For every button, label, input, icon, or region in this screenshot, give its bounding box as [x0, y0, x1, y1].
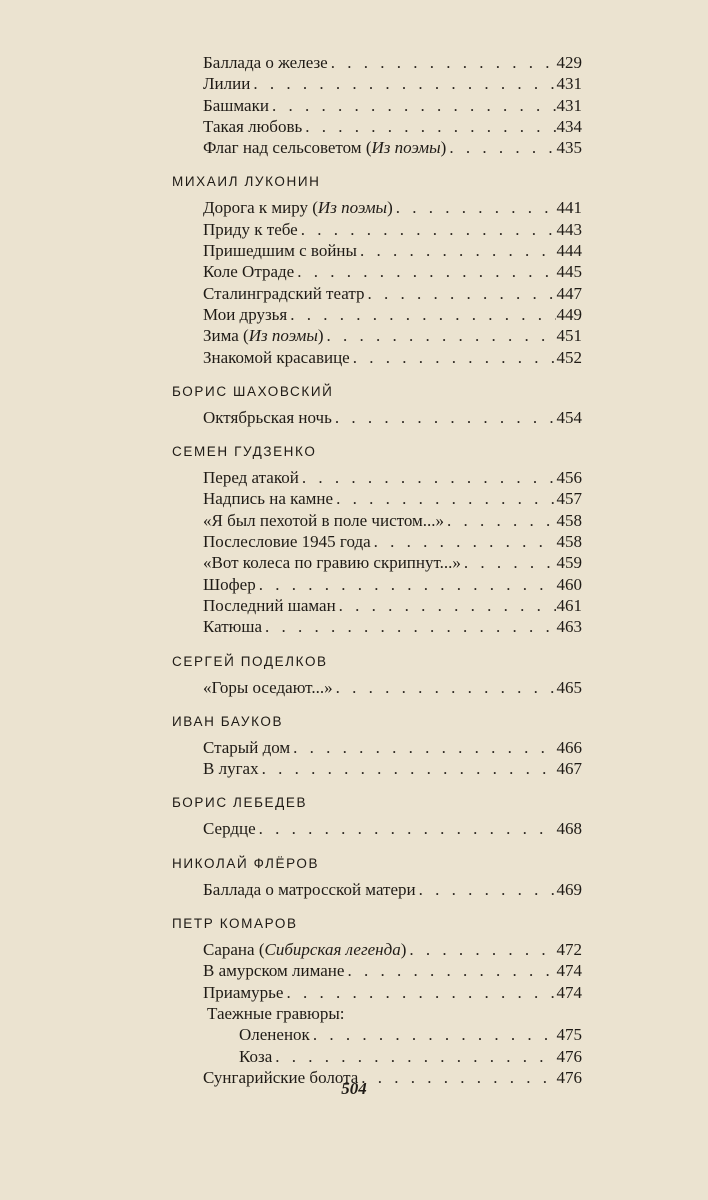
dot-leader	[299, 467, 556, 488]
entry-title	[207, 1003, 345, 1024]
author-section	[172, 52, 582, 158]
author-name: СЕРГЕЙ ПОДЕЛКОВ	[172, 653, 328, 669]
entry-title-text: Зима (	[203, 326, 249, 346]
dot-leader	[324, 325, 556, 346]
entry-page-number: 435	[556, 138, 582, 158]
dot-leader	[287, 304, 556, 325]
dot-leader	[333, 488, 556, 509]
author-section	[172, 379, 582, 428]
dot-leader	[444, 510, 556, 531]
toc-entry	[172, 116, 582, 137]
entry-page-number: 463	[556, 617, 582, 637]
entry-page-number: 449	[556, 304, 582, 324]
toc-entry	[172, 982, 582, 1003]
author-name: ПЕТР КОМАРОВ	[172, 916, 298, 932]
dot-leader	[344, 960, 556, 981]
author-section	[172, 439, 582, 637]
dot-leader	[350, 347, 556, 368]
toc-entry	[172, 467, 582, 488]
entry-title-text: Такая любовь	[203, 116, 303, 136]
dot-leader	[357, 240, 556, 261]
entry-title-text: Последний шаман	[203, 595, 336, 615]
entry-title	[239, 1024, 310, 1045]
dot-leader	[333, 677, 556, 698]
dot-leader	[446, 137, 556, 158]
toc-entry	[172, 52, 582, 73]
entry-title	[203, 737, 290, 758]
entry-title-text: В лугах	[203, 759, 259, 779]
toc-entry	[172, 1046, 582, 1067]
entry-title-text: Коза	[239, 1046, 273, 1066]
entry-title	[203, 488, 333, 509]
author-name: СЕМЕН ГУДЗЕНКО	[172, 444, 317, 460]
entry-title	[203, 574, 256, 595]
toc-entry	[172, 73, 582, 94]
entry-title	[203, 982, 283, 1003]
entry-page-number: 474	[556, 961, 582, 981]
dot-leader	[416, 879, 556, 900]
entry-title-text: Дорога к миру (	[203, 198, 318, 218]
entry-title	[203, 261, 294, 282]
toc-entry	[172, 304, 582, 325]
dot-leader	[302, 116, 556, 137]
entry-title	[203, 283, 364, 304]
toc-entry	[172, 261, 582, 282]
author-name: БОРИС ШАХОВСКИЙ	[172, 383, 334, 399]
page-number: 504	[341, 1079, 367, 1098]
toc-entry	[172, 283, 582, 304]
toc-entry	[172, 960, 582, 981]
toc-entry	[172, 879, 582, 900]
toc-entry	[172, 240, 582, 261]
entry-page-number: 454	[556, 407, 582, 427]
entry-title	[203, 240, 357, 261]
dot-leader	[310, 1024, 556, 1045]
entry-title	[203, 677, 333, 698]
entry-title	[203, 347, 350, 368]
entry-page-number: 431	[556, 74, 582, 94]
entry-page-number: 469	[556, 879, 582, 899]
entry-page-number: 451	[556, 326, 582, 346]
entry-title-text: «Горы оседают...»	[203, 677, 333, 697]
entry-title	[203, 467, 299, 488]
entry-title-italic: Из поэмы	[371, 138, 441, 158]
dot-leader	[406, 939, 556, 960]
toc-entry	[172, 510, 582, 531]
entry-title	[203, 879, 416, 900]
entry-page-number: 475	[556, 1025, 582, 1045]
author-section	[172, 790, 582, 839]
dot-leader	[332, 407, 556, 428]
entry-title-italic: Из поэмы	[317, 198, 388, 218]
entry-title-text: Катюша	[203, 617, 262, 637]
dot-leader	[298, 219, 556, 240]
entry-page-number: 447	[556, 283, 582, 303]
toc-entry	[172, 325, 582, 346]
entry-title	[203, 219, 298, 240]
entry-title-text: Надпись на камне	[203, 489, 334, 509]
entry-page-number: 472	[556, 940, 582, 960]
entry-title-text: Пришедшим с войны	[203, 241, 357, 261]
entry-title-text: Сталинградский театр	[203, 283, 365, 303]
entry-title-text: Таежные гравюры:	[207, 1003, 345, 1023]
dot-leader	[256, 818, 556, 839]
toc-entry	[172, 552, 582, 573]
toc-entry	[172, 574, 582, 595]
entry-page-number: 466	[556, 737, 582, 757]
toc-entry	[172, 407, 582, 428]
author-name: ИВАН БАУКОВ	[172, 713, 284, 729]
entry-title-text: Шофер	[203, 574, 256, 594]
entry-title	[203, 531, 371, 552]
entry-page-number: 474	[556, 982, 582, 1002]
toc-entry	[172, 758, 582, 779]
entry-title-text: Баллада о железе	[203, 53, 328, 72]
toc-entry	[172, 595, 582, 616]
author-section	[172, 649, 582, 698]
entry-title-suffix: )	[400, 940, 407, 960]
dot-leader	[393, 197, 556, 218]
entry-title	[203, 407, 332, 428]
entry-title	[203, 304, 287, 325]
dot-leader	[262, 616, 556, 637]
entry-page-number: 456	[556, 468, 582, 488]
entry-title	[203, 939, 406, 960]
dot-leader	[336, 595, 556, 616]
toc-entry	[172, 1024, 582, 1045]
entry-title	[203, 52, 328, 73]
entry-title-text: В амурском лимане	[203, 961, 345, 981]
entry-page-number: 443	[556, 219, 582, 239]
entry-title-text: Сунгарийские болота	[203, 1067, 359, 1087]
entry-title-text: Мои друзья	[203, 304, 288, 324]
toc-entry	[172, 616, 582, 637]
entry-title-suffix: )	[387, 198, 393, 218]
entry-page-number: 445	[556, 262, 582, 282]
author-name: МИХАИЛ ЛУКОНИН	[172, 174, 321, 190]
entry-title-text: Сарана (	[203, 940, 265, 960]
toc-entry	[172, 737, 582, 758]
entry-title	[203, 197, 393, 218]
author-name: БОРИС ЛЕБЕДЕВ	[172, 795, 308, 811]
entry-page-number: 457	[556, 489, 582, 509]
dot-leader	[256, 574, 556, 595]
entry-page-number: 476	[556, 1046, 582, 1066]
entry-title-text: Перед атакой	[203, 468, 299, 488]
entry-title	[203, 137, 446, 158]
toc-entry	[172, 137, 582, 158]
entry-title	[203, 616, 262, 637]
toc-entry	[172, 347, 582, 368]
entry-title-text: Баллада о матросской матери	[203, 879, 416, 899]
entry-title	[203, 95, 269, 116]
entry-title-suffix: )	[440, 138, 447, 158]
entry-title-text: Знакомой красавице	[203, 347, 350, 367]
dot-leader	[250, 73, 556, 94]
entry-title-text: Олененок	[239, 1025, 310, 1045]
entry-title	[203, 818, 256, 839]
entry-title	[203, 552, 461, 573]
toc-entry	[172, 939, 582, 960]
entry-page-number: 460	[556, 574, 582, 594]
dot-leader	[269, 95, 556, 116]
entry-title	[239, 1046, 272, 1067]
entry-page-number: 431	[556, 95, 582, 115]
entry-title	[203, 510, 444, 531]
dot-leader	[364, 283, 556, 304]
entry-page-number: 461	[556, 595, 582, 615]
toc-entry	[172, 677, 582, 698]
entry-title-suffix: )	[317, 326, 324, 346]
entry-page-number: 444	[556, 241, 582, 261]
toc-entry	[172, 488, 582, 509]
toc-entry	[172, 219, 582, 240]
entry-page-number: 458	[556, 532, 582, 552]
dot-leader	[461, 552, 556, 573]
entry-title-text: «Вот колеса по гравию скрипнут...»	[203, 553, 461, 573]
entry-title	[203, 73, 250, 94]
dot-leader	[259, 758, 556, 779]
entry-title	[203, 595, 336, 616]
table-of-contents	[172, 52, 582, 1088]
dot-leader	[283, 982, 556, 1003]
entry-page-number: 452	[556, 347, 582, 367]
toc-entry	[172, 818, 582, 839]
entry-title-italic: Из поэмы	[248, 326, 318, 346]
toc-entry	[172, 531, 582, 552]
entry-page-number: 459	[556, 553, 582, 573]
entry-title-text: Старый дом	[203, 737, 291, 757]
entry-title-text: Башмаки	[203, 95, 269, 115]
entry-title	[203, 116, 302, 137]
author-name: НИКОЛАЙ ФЛЁРОВ	[172, 855, 320, 871]
entry-title-text: Лилии	[203, 74, 251, 94]
author-section	[172, 911, 582, 1088]
entry-title-text: Коле Отраде	[203, 262, 295, 282]
toc-entry	[172, 95, 582, 116]
author-section	[172, 709, 582, 780]
entry-title-text: Флаг над сельсоветом (	[203, 138, 372, 158]
entry-title-text: Послесловие 1945 года	[203, 532, 371, 552]
entry-page-number: 467	[556, 759, 582, 779]
entry-page-number: 434	[556, 116, 582, 136]
entry-title	[203, 325, 324, 346]
entry-page-number: 465	[556, 677, 582, 697]
entry-title-italic: Сибирская легенда	[264, 940, 401, 960]
dot-leader	[290, 737, 556, 758]
author-section	[172, 169, 582, 367]
entry-title-text: Приду к тебе	[203, 219, 298, 239]
entry-page-number: 468	[556, 819, 582, 839]
entry-page-number: 458	[556, 510, 582, 530]
dot-leader	[371, 531, 556, 552]
entry-page-number: 476	[556, 1067, 582, 1087]
entry-title-text: Приамурье	[203, 982, 284, 1002]
entry-title-text: Сердце	[203, 819, 256, 839]
entry-title	[203, 758, 259, 779]
entry-title	[203, 960, 344, 981]
entry-page-number: 441	[556, 198, 582, 218]
author-section	[172, 851, 582, 900]
entry-title-text: Октябрьская ночь	[203, 407, 332, 427]
dot-leader	[328, 52, 556, 73]
toc-subheading	[172, 1003, 582, 1024]
entry-page-number: 429	[556, 53, 582, 72]
dot-leader	[272, 1046, 556, 1067]
toc-entry	[172, 197, 582, 218]
entry-title-text: «Я был пехотой в поле чистом...»	[203, 510, 445, 530]
dot-leader	[294, 261, 556, 282]
